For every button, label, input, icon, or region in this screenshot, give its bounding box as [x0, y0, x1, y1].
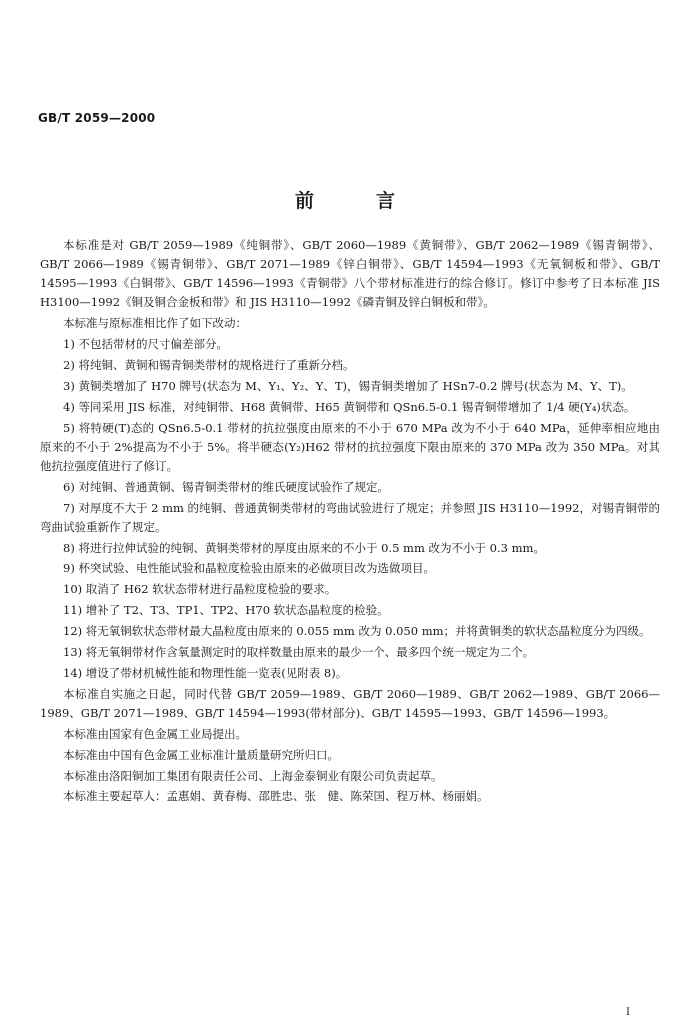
change-item-13: 13) 将无氧铜带材作含氧量测定时的取样数量由原来的最少一个、最多四个统一规定为二个。: [63, 645, 535, 660]
change-item-14: 14) 增设了带材机械性能和物理性能一览表(见附表 8)。: [63, 665, 348, 680]
change-item-6: 6) 对纯铜、普通黄铜、锡青铜类带材的维氏硬度试验作了规定。: [63, 479, 389, 494]
paragraph-centralized-by: 本标准由中国有色金属工业标准计量质量研究所归口。: [63, 747, 339, 762]
change-item-8: 8) 将进行拉伸试验的纯铜、黄铜类带材的厚度由原来的不小于 0.5 mm 改为不小于 0.3 mm。: [63, 540, 545, 555]
paragraph-replacement: 本标准自实施之日起，同时代替 GB/T 2059—1989、GB/T 2060—1989、GB/T 2062—1989、GB/T 2066—1989、GB/T 2071—1989、GB/T 14594—1993(带材部分)、GB/T 14595—1993、GB/T 14596—1993。: [40, 686, 660, 720]
change-item-4: 4) 等同采用 JIS 标准，对纯铜带、H68 黄铜带、H65 黄铜带和 QSn6.5-0.1 锡青铜带增加了 1/4 硬(Y₄)状态。: [63, 399, 636, 414]
paragraph-drafters: 本标准主要起草人：孟惠娟、黄春梅、邵胜忠、张 健、陈荣国、程万林、杨丽娟。: [63, 789, 489, 804]
page-number: I: [626, 1007, 630, 1018]
page-title: 前言: [294, 190, 457, 212]
paragraph-changes-heading: 本标准与原标准相比作了如下改动：: [63, 316, 247, 331]
standard-code: GB/T 2059—2000: [38, 111, 156, 125]
paragraph-drafted-by: 本标准由洛阳铜加工集团有限责任公司、上海金泰铜业有限公司负责起草。: [63, 768, 443, 783]
change-item-1: 1) 不包括带材的尺寸偏差部分。: [63, 337, 228, 352]
change-item-10: 10) 取消了 H62 软状态带材进行晶粒度检验的要求。: [63, 582, 337, 597]
change-item-2: 2) 将纯铜、黄铜和锡青铜类带材的规格进行了重新分档。: [63, 357, 355, 372]
change-item-12: 12) 将无氧铜软状态带材最大晶粒度由原来的 0.055 mm 改为 0.050 mm；并将黄铜类的软状态晶粒度分为四级。: [63, 624, 651, 639]
change-item-7: 7) 对厚度不大于 2 mm 的纯铜、普通黄铜类带材的弯曲试验进行了规定；并参照 JIS H3110—1992，对锡青铜带的弯曲试验重新作了规定。: [40, 500, 660, 534]
paragraph-intro: 本标准是对 GB/T 2059—1989《纯铜带》、GB/T 2060—1989《黄铜带》、GB/T 2062—1989《锡青铜带》、GB/T 2066—1989《锡青铜带》、GB/T 2071—1989《锌白铜带》、GB/T 14594—1993《无氧铜板和带》、GB/T 14595—1993《白铜带》、GB/T 14596—1993《青铜带》八个带材标准进行的综合修订。修订中参考了日本标准 JIS H3100—1992《铜及铜合金板和带》和 JIS H3110—1992《磷青铜及锌白铜板和带》。: [40, 238, 660, 310]
document-body: [40, 236, 660, 808]
change-item-9: 9) 杯突试验、电性能试验和晶粒度检验由原来的必做项目改为选做项目。: [63, 561, 435, 576]
change-item-3: 3) 黄铜类增加了 H70 牌号(状态为 M、Y₁、Y₂、Y、T)，锡青铜类增加了 HSn7-0.2 牌号(状态为 M、Y、T)。: [63, 378, 633, 393]
change-item-11: 11) 增补了 T2、T3、TP1、TP2、H70 软状态晶粒度的检验。: [63, 603, 389, 618]
change-item-5: 5) 将特硬(T)态的 QSn6.5-0.1 带材的抗拉强度由原来的不小于 670 MPa 改为不小于 640 MPa，延伸率相应地由原来的不小于 2%提高为不小于 5%。将半硬态(Y₂)H62 带材的抗拉强度下限由原来的 370 MPa 改为 350 MPa。对其他抗拉强度值进行了修订。: [40, 420, 660, 473]
paragraph-proposed-by: 本标准由国家有色金属工业局提出。: [63, 726, 247, 741]
